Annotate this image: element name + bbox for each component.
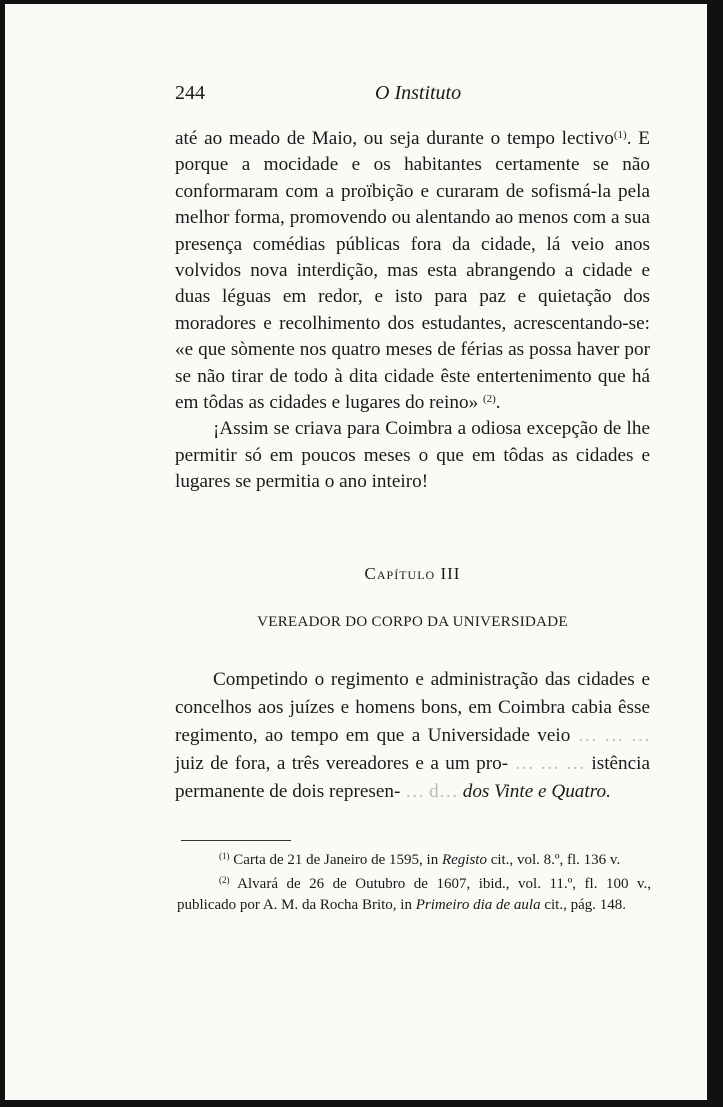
- footnote-divider: [181, 840, 291, 841]
- chapter-subtitle: VEREADOR DO CORPO DA UNIVERSIDADE: [257, 614, 568, 630]
- paragraph-2: ¡Assim se criava para Coimbra a odiosa excepção de lhe permitir só em poucos meses o que em tôdas as cidades e lugares se permitia o ano inteiro!: [175, 418, 650, 493]
- scan-edge: [707, 4, 715, 1100]
- footnotes: [177, 850, 651, 919]
- footnote-2-text-b: cit., pág. 148.: [540, 897, 626, 913]
- footnote-1-text-a: Carta de 21 de Janeiro de 1595, in: [233, 852, 442, 868]
- chapter-text-part-4: dos Vinte e Quatro.: [462, 781, 611, 802]
- footnote-1-mark: (1): [219, 851, 230, 861]
- chapter-text-part-2: juiz de fora, a três vereadores e a um pro-: [175, 753, 509, 774]
- page-number: 244: [175, 82, 205, 104]
- faded-text-2: … … …: [514, 753, 585, 774]
- chapter-text-part-1: Competindo o regimento e administração das cidades e concelhos aos juízes e homens bons, em Coimbra cabia êsse regimento, ao tempo em que a Universidade veio: [175, 669, 650, 746]
- chapter-body: [175, 666, 650, 806]
- page-header: [175, 82, 650, 112]
- footnote-2: [177, 874, 651, 916]
- paragraph-1-text-a: até ao meado de Maio, ou seja durante o tempo lectivo: [175, 128, 614, 149]
- page: [5, 4, 715, 1100]
- paragraph-1: [175, 126, 650, 416]
- footnote-2-italic: Primeiro dia de aula: [415, 897, 541, 913]
- footnote-1: [177, 850, 651, 871]
- footnote-1-italic: Registo: [441, 852, 487, 868]
- footnote-1-text-b: cit., vol. 8.º, fl. 136 v.: [486, 852, 621, 868]
- footnote-ref-2: (2): [482, 393, 496, 406]
- paragraph-1-text-b: . E porque a mocidade e os habitantes certamente se não conformaram com a proïbição e curaram de sofismá-la pela melhor forma, promovendo ou alentando ao menos com a sua presença comédias públicas fora da cidade, lá veio anos volvidos nova interdição, mas esta abrangendo a cidade e duas léguas em redor, e isto para paz e quietação dos moradores e recolhimento dos estudantes, acrescentando-se: «e que sòmente nos quatro meses de férias as possa haver por se não tirar de todo à dita cidade êste entertenimento que há em tôdas as cidades e lugares do reino»: [175, 128, 650, 414]
- footnote-ref-1: (1): [613, 129, 627, 141]
- footnote-2-text-a: Alvará de 26 de Outubro de 1607, ibid., vol. 11.º, fl. 100 v., publicado por A. M. da Rocha Brito, in: [177, 876, 651, 913]
- paragraph-1-text-c: .: [495, 392, 501, 414]
- chapter-title: Capítulo III: [364, 564, 461, 583]
- running-title: O Instituto: [375, 82, 462, 104]
- chapter-text-part-3: istência permanente de dois represen-: [175, 753, 651, 802]
- chapter-paragraph-1: [175, 666, 650, 806]
- footnote-2-mark: (2): [219, 875, 230, 885]
- faded-text-1: … … …: [577, 725, 651, 746]
- faded-text-3: … d…: [405, 781, 458, 802]
- main-text: [175, 126, 650, 496]
